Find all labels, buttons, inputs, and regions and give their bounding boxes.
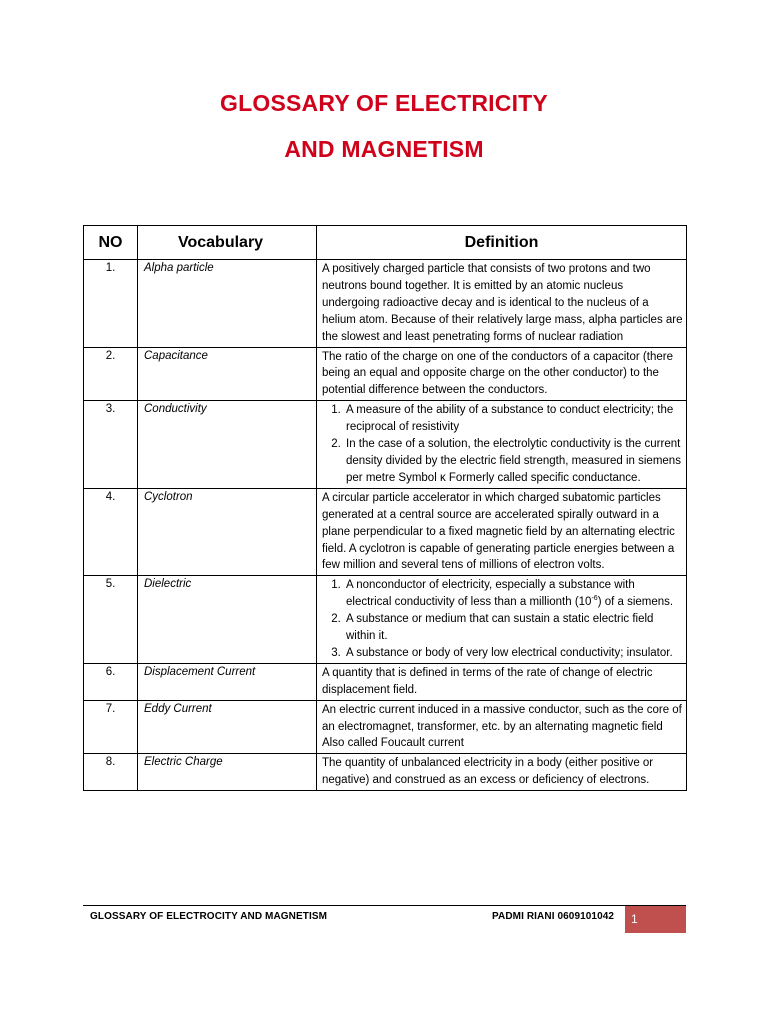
- row-definition: A circular particle accelerator in which charged subatomic particles generated at a central source are accelerated spirally outward in a plane perpendicular to a fixed magnetic field by an alternating electric field. A cyclotron is capable of generating particle energies between a few million and several tens of millions of electron volts.: [317, 488, 687, 576]
- table-row: [84, 754, 687, 791]
- page-title-line-2: AND MAGNETISM: [284, 136, 484, 162]
- row-number: 8.: [84, 754, 138, 791]
- definition-item: 1. A measure of the ability of a substance to conduct electricity; the reciprocal of resistivity: [344, 402, 683, 436]
- table-row: [84, 700, 687, 754]
- table-row: [84, 260, 687, 348]
- definition-item: 1. A nonconductor of electricity, especially a substance with electrical conductivity of less than a millionth $(10^{-6})$ of a siemens.: [344, 577, 683, 611]
- row-definition: A positively charged particle that consists of two protons and two neutrons bound together. It is emitted by an atomic nucleus undergoing radioactive decay and is identical to the nucleus of a helium atom. Because of their relatively large mass, alpha particles are the slowest and least penetrating forms of nuclear radiation: [317, 260, 687, 348]
- row-number: 5.: [84, 576, 138, 664]
- footer-document-title: GLOSSARY OF ELECTROCITY AND MAGNETISM: [90, 911, 328, 922]
- table-row: [84, 488, 687, 576]
- header-definition: Definition: [317, 226, 687, 260]
- row-number: 4.: [84, 488, 138, 576]
- table-row: [84, 663, 687, 700]
- row-definition: [317, 401, 687, 489]
- glossary-table: [83, 225, 687, 791]
- row-definition: The ratio of the charge on one of the conductors of a capacitor (there being an equal and opposite charge on the other conductor) to the potential difference between the conductors.: [317, 347, 687, 401]
- row-definition: A quantity that is defined in terms of the rate of change of electric displacement field.: [317, 663, 687, 700]
- row-term: Conductivity: [138, 401, 317, 489]
- definition-item: 3. A substance or body of very low electrical conductivity; insulator.: [344, 645, 683, 662]
- header-vocabulary: Vocabulary: [138, 226, 317, 260]
- row-term: Capacitance: [138, 347, 317, 401]
- row-definition: An electric current induced in a massive conductor, such as the core of an electromagnet, transformer, etc. by an alternating magnetic field Also called Foucault current: [317, 700, 687, 754]
- row-number: 2.: [84, 347, 138, 401]
- row-term: Electric Charge: [138, 754, 317, 791]
- table-row: [84, 401, 687, 489]
- row-number: 1.: [84, 260, 138, 348]
- row-definition: [317, 576, 687, 664]
- table-header-row: [84, 226, 687, 260]
- row-definition: The quantity of unbalanced electricity in a body (either positive or negative) and construed as an excess or deficiency of electrons.: [317, 754, 687, 791]
- table-row: [84, 576, 687, 664]
- row-term: Eddy Current: [138, 700, 317, 754]
- page-title-line-1: GLOSSARY OF ELECTRICITY: [220, 90, 548, 116]
- row-term: Displacement Current: [138, 663, 317, 700]
- row-number: 7.: [84, 700, 138, 754]
- row-term: Dielectric: [138, 576, 317, 664]
- row-number: 6.: [84, 663, 138, 700]
- footer-author: PADMI RIANI 0609101042: [492, 911, 615, 922]
- table-row: [84, 347, 687, 401]
- row-term: Cyclotron: [138, 488, 317, 576]
- definition-item: 2. A substance or medium that can sustain a static electric field within it.: [344, 611, 683, 645]
- row-term: Alpha particle: [138, 260, 317, 348]
- header-no: NO: [84, 226, 138, 260]
- row-number: 3.: [84, 401, 138, 489]
- page-number-badge: 1: [625, 906, 686, 933]
- footer-divider: [83, 905, 686, 906]
- definition-item: 2. In the case of a solution, the electrolytic conductivity is the current density divided by the electric field strength, measured in siemens per metre Symbol κ Formerly called specific conductance.: [344, 436, 683, 487]
